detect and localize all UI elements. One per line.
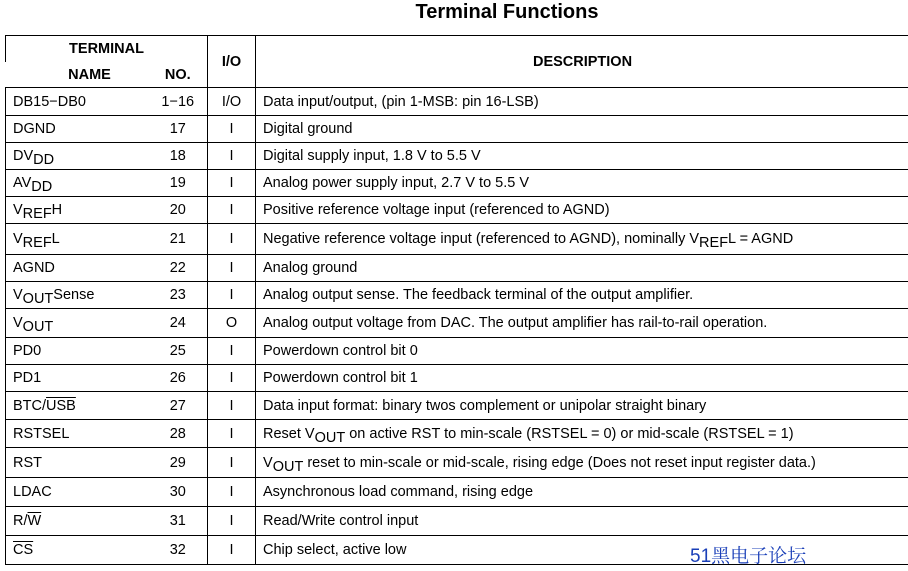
- terminal-name: BTC/$\overline{USB}$: [6, 392, 149, 420]
- terminal-description: Asynchronous load command, rising edge: [256, 478, 908, 507]
- terminal-functions-table: [5, 35, 908, 565]
- table-row: [6, 255, 908, 282]
- table-row: [6, 143, 908, 170]
- terminal-io: I: [208, 338, 256, 365]
- terminal-description: Digital ground: [256, 116, 908, 143]
- terminal-io: I: [208, 478, 256, 507]
- terminal-description: Read/Write control input: [256, 507, 908, 536]
- terminal-name: $R/\overline{W}$: [6, 507, 149, 536]
- terminal-number: 20: [149, 197, 208, 224]
- terminal-io: I: [208, 116, 256, 143]
- header-no: NO.: [149, 62, 208, 88]
- terminal-name: DGND: [6, 116, 149, 143]
- table-row: [6, 309, 908, 338]
- terminal-description: Powerdown control bit 0: [256, 338, 908, 365]
- terminal-name: DB15−DB0: [6, 88, 149, 116]
- terminal-number: 19: [149, 170, 208, 197]
- watermark: 51黑电子论坛: [690, 546, 807, 567]
- table-row: [6, 338, 908, 365]
- table-row: [6, 478, 908, 507]
- terminal-io: I: [208, 448, 256, 478]
- table-row: [6, 282, 908, 309]
- terminal-name: $V_{OUT}$: [6, 309, 149, 338]
- terminal-io: I: [208, 365, 256, 392]
- table-row: [6, 88, 908, 116]
- terminal-description: Negative reference voltage input (referenced to AGND), nominally $V_{REF}L$ = AGND: [256, 224, 908, 255]
- terminal-number: 1−16: [149, 88, 208, 116]
- terminal-number: 18: [149, 143, 208, 170]
- table-row: [6, 365, 908, 392]
- terminal-description: Reset $V_{OUT}$ on active RST to min-scale (RSTSEL = 0) or mid-scale (RSTSEL = 1): [256, 420, 908, 448]
- terminal-io: I: [208, 392, 256, 420]
- terminal-number: 23: [149, 282, 208, 309]
- terminal-name: RST: [6, 448, 149, 478]
- terminal-io: I: [208, 507, 256, 536]
- terminal-name: AGND: [6, 255, 149, 282]
- terminal-description: Analog power supply input, 2.7 V to 5.5 V: [256, 170, 908, 197]
- terminal-io: I: [208, 170, 256, 197]
- terminal-io: I: [208, 255, 256, 282]
- terminal-number: 29: [149, 448, 208, 478]
- header-name: NAME: [6, 62, 149, 88]
- terminal-name: PD1: [6, 365, 149, 392]
- terminal-description: Data input format: binary twos complement or unipolar straight binary: [256, 392, 908, 420]
- terminal-name: $V_{OUT}Sense$: [6, 282, 149, 309]
- table-row: [6, 392, 908, 420]
- terminal-number: 28: [149, 420, 208, 448]
- terminal-number: 17: [149, 116, 208, 143]
- terminal-description: Chip select, active low: [256, 536, 908, 565]
- terminal-name: PD0: [6, 338, 149, 365]
- terminal-number: 21: [149, 224, 208, 255]
- table-row: [6, 507, 908, 536]
- terminal-description: Powerdown control bit 1: [256, 365, 908, 392]
- terminal-number: 26: [149, 365, 208, 392]
- terminal-name: $DV_{DD}$: [6, 143, 149, 170]
- table-row: [6, 448, 908, 478]
- terminal-number: 25: [149, 338, 208, 365]
- terminal-number: 22: [149, 255, 208, 282]
- terminal-name: LDAC: [6, 478, 149, 507]
- terminal-description: Analog output sense. The feedback terminal of the output amplifier.: [256, 282, 908, 309]
- terminal-description: Data input/output, (pin 1-MSB: pin 16-LSB): [256, 88, 908, 116]
- terminal-description: Positive reference voltage input (referenced to AGND): [256, 197, 908, 224]
- terminal-io: I/O: [208, 88, 256, 116]
- terminal-name: $AV_{DD}$: [6, 170, 149, 197]
- table-row: [6, 224, 908, 255]
- header-description: DESCRIPTION: [256, 36, 908, 88]
- terminal-io: I: [208, 224, 256, 255]
- terminal-number: 32: [149, 536, 208, 565]
- terminal-number: 27: [149, 392, 208, 420]
- terminal-io: I: [208, 143, 256, 170]
- terminal-io: I: [208, 282, 256, 309]
- header-terminal: TERMINAL: [6, 36, 208, 63]
- terminal-name: $V_{REF}H$: [6, 197, 149, 224]
- terminal-name: RSTSEL: [6, 420, 149, 448]
- table-title: Terminal Functions: [415, 1, 599, 23]
- terminal-number: 24: [149, 309, 208, 338]
- terminal-number: 31: [149, 507, 208, 536]
- table-row: [6, 197, 908, 224]
- terminal-io: I: [208, 420, 256, 448]
- terminal-io: I: [208, 197, 256, 224]
- terminal-name: $V_{REF}L$: [6, 224, 149, 255]
- terminal-number: 30: [149, 478, 208, 507]
- terminal-io: I: [208, 536, 256, 565]
- header-io: I/O: [208, 36, 256, 88]
- terminal-description: Digital supply input, 1.8 V to 5.5 V: [256, 143, 908, 170]
- terminal-description: Analog output voltage from DAC. The output amplifier has rail-to-rail operation.: [256, 309, 908, 338]
- terminal-io: O: [208, 309, 256, 338]
- terminal-description: Analog ground: [256, 255, 908, 282]
- table-row: [6, 170, 908, 197]
- terminal-name: $\overline{CS}$: [6, 536, 149, 565]
- table-row: [6, 116, 908, 143]
- terminal-description: $V_{OUT}$ reset to min-scale or mid-scale, rising edge (Does not reset input register data.): [256, 448, 908, 478]
- table-row: [6, 420, 908, 448]
